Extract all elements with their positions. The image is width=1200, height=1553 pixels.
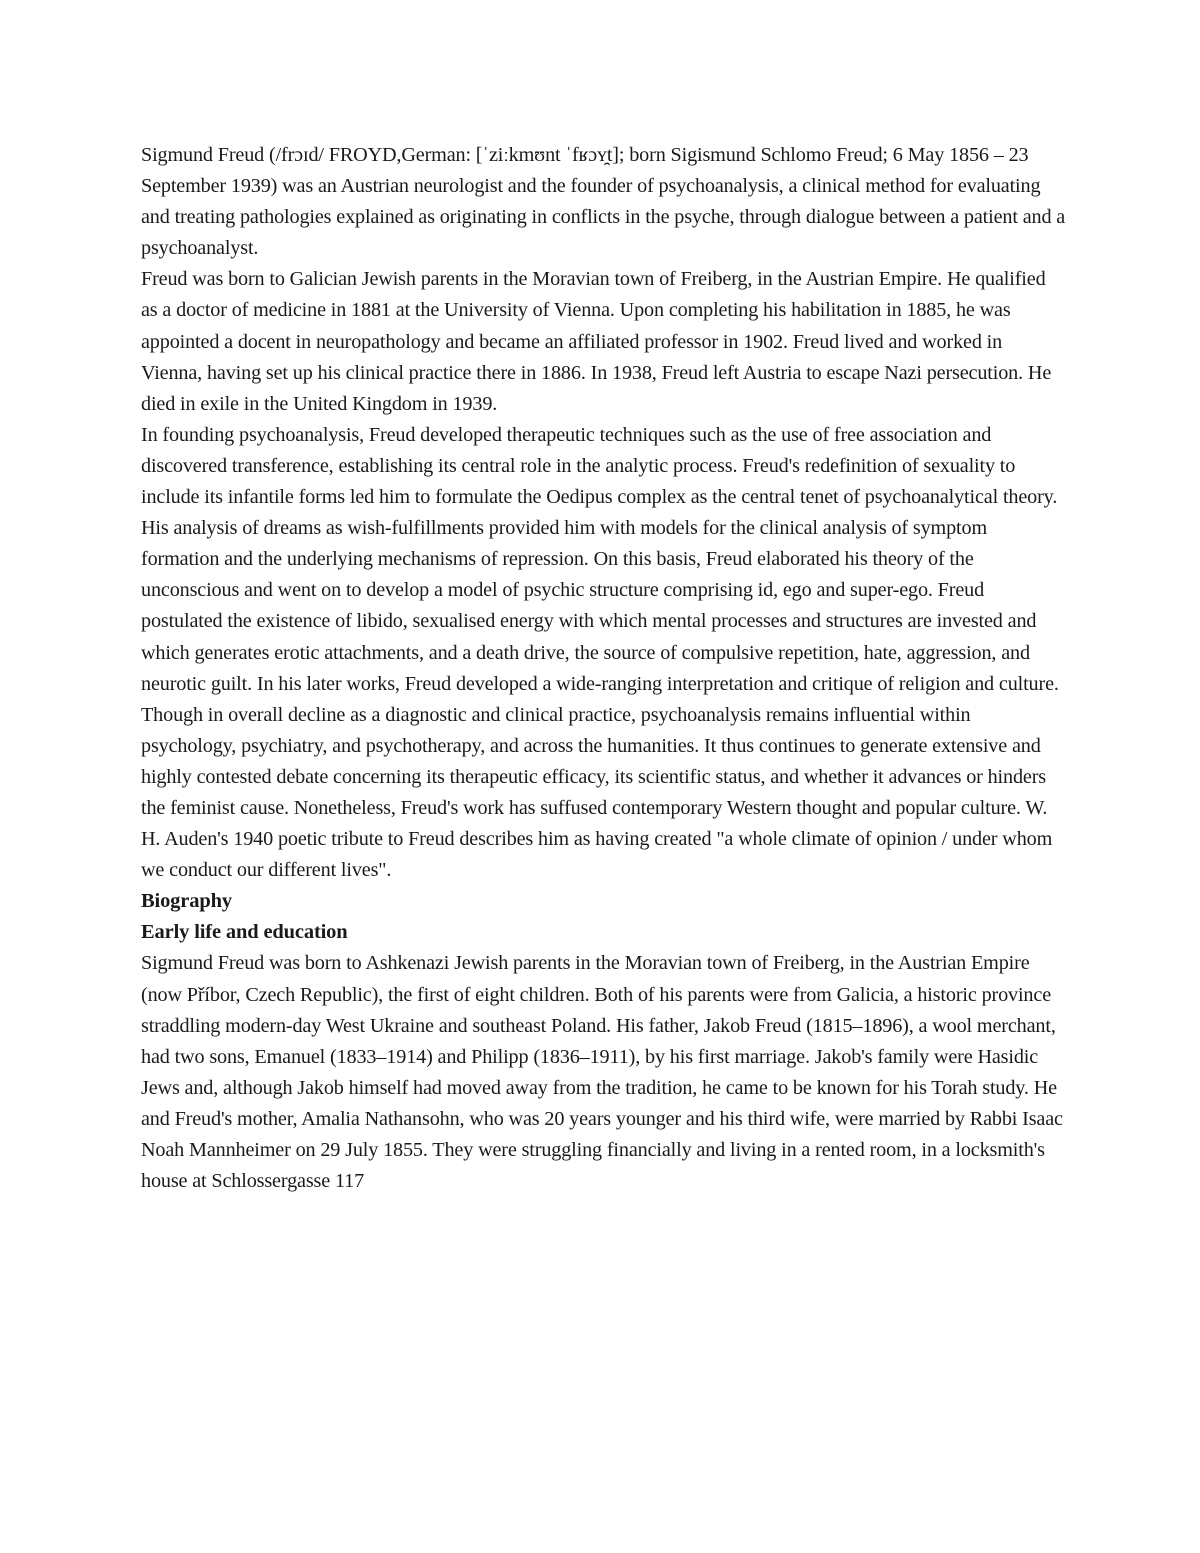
document-page [141,140,1066,1197]
psychoanalysis-paragraph: In founding psychoanalysis, Freud developed therapeutic techniques such as the use of free association and discovered transference, establishing its central role in the analytic process. Freud's redefinition of sexuality to include its infantile forms led him to formulate the Oedipus complex as the central tenet of psychoanalytical theory. His analysis of dreams as wish-fulfillments provided him with models for the clinical analysis of symptom formation and the underlying mechanisms of repression. On this basis, Freud elaborated his theory of the unconscious and went on to develop a model of psychic structure comprising id, ego and super-ego. Freud postulated the existence of libido, sexualised energy with which mental processes and structures are invested and which generates erotic attachments, and a death drive, the source of compulsive repetition, hate, aggression, and neurotic guilt. In his later works, Freud developed a wide-ranging interpretation and critique of religion and culture. [141,423,1059,695]
early-life-heading: Early life and education [141,921,348,944]
early-life-paragraph: Sigmund Freud was born to Ashkenazi Jewish parents in the Moravian town of Freiberg, in the Austrian Empire (now Příbor, Czech Republic), the first of eight children. Both of his parents were from Galicia, a historic province straddling modern-day West Ukraine and southeast Poland. His father, Jakob Freud (1815–1896), a wool merchant, had two sons, Emanuel (1833–1914) and Philipp (1836–1911), by his first marriage. Jakob's family were Hasidic Jews and, although Jakob himself had moved away from the tradition, he came to be known for his Torah study. He and Freud's mother, Amalia Nathansohn, who was 20 years younger and his third wife, were married by Rabbi Isaac Noah Mannheimer on 29 July 1855. They were struggling financially and living in a rented room, in a locksmith's house at Schlossergasse 117 [141,952,1063,1193]
background-paragraph: Freud was born to Galician Jewish parents in the Moravian town of Freiberg, in the Austrian Empire. He qualified as a doctor of medicine in 1881 at the University of Vienna. Upon completing his habilitation in 1885, he was appointed a docent in neuropathology and became an affiliated professor in 1902. Freud lived and worked in Vienna, having set up his clinical practice there in 1886. In 1938, Freud left Austria to escape Nazi persecution. He died in exile in the United Kingdom in 1939. [141,268,1052,415]
intro-paragraph: Sigmund Freud (/frɔɪd/ FROYD,German: [ˈziːkmʊnt ˈfʁɔʏ̯t]; born Sigismund Schlomo Freud; 6 May 1856 – 23 September 1939) was an Austrian neurologist and the founder of psychoanalysis, a clinical method for evaluating and treating pathologies explained as originating in conflicts in the psyche, through dialogue between a patient and a psychoanalyst. [141,144,1066,260]
biography-heading: Biography [141,890,232,913]
legacy-paragraph: Though in overall decline as a diagnostic and clinical practice, psychoanalysis remains influential within psychology, psychiatry, and psychotherapy, and across the humanities. It thus continues to generate extensive and highly contested debate concerning its therapeutic efficacy, its scientific status, and whether it advances or hinders the feminist cause. Nonetheless, Freud's work has suffused contemporary Western thought and popular culture. W. H. Auden's 1940 poetic tribute to Freud describes him as having created "a whole climate of opinion / under whom we conduct our different lives". [141,703,1053,882]
